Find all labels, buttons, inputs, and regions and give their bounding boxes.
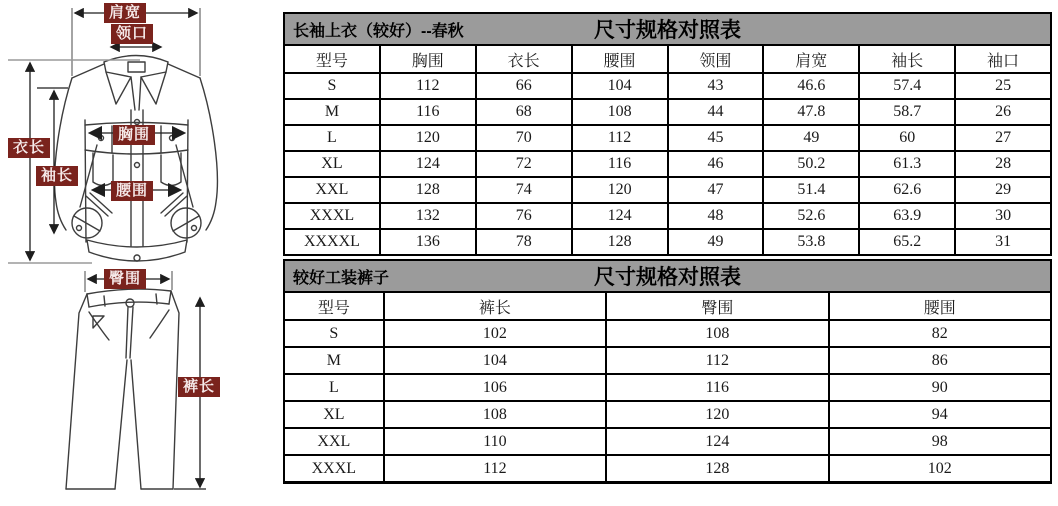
- table-cell: 57.4: [859, 73, 955, 99]
- table-cell: 104: [572, 73, 668, 99]
- table-cell: 112: [380, 73, 476, 99]
- table-cell: 110: [384, 428, 606, 455]
- table-cell: 63.9: [859, 203, 955, 229]
- table-cell: 68: [476, 99, 572, 125]
- table-cell: 25: [955, 73, 1051, 99]
- table-cell: 86: [829, 347, 1051, 374]
- table-cell: 82: [829, 320, 1051, 347]
- table-cell: 60: [859, 125, 955, 151]
- table-row: [284, 320, 1051, 347]
- table-cell: 28: [955, 151, 1051, 177]
- table-cell: 132: [380, 203, 476, 229]
- table-cell: 50.2: [763, 151, 859, 177]
- table-cell: XXXL: [284, 203, 380, 229]
- table-row: [284, 401, 1051, 428]
- garment-length-label: 衣长: [8, 138, 50, 158]
- table-cell: 90: [829, 374, 1051, 401]
- table-cell: M: [284, 99, 380, 125]
- column-header: 衣长: [476, 45, 572, 73]
- table-cell: 74: [476, 177, 572, 203]
- jacket-table-heading: 尺寸规格对照表: [594, 19, 741, 42]
- table-row: [284, 151, 1051, 177]
- table-cell: 112: [572, 125, 668, 151]
- table-cell: 47: [668, 177, 764, 203]
- hip-label: 臀围: [104, 269, 146, 289]
- pants-table-heading: 尺寸规格对照表: [594, 266, 741, 289]
- table-cell: 70: [476, 125, 572, 151]
- table-cell: 65.2: [859, 229, 955, 255]
- column-header: 袖长: [859, 45, 955, 73]
- table-cell: 94: [829, 401, 1051, 428]
- table-cell: 102: [829, 455, 1051, 483]
- table-row: [284, 347, 1051, 374]
- table-cell: 120: [572, 177, 668, 203]
- table-cell: 112: [606, 347, 828, 374]
- column-header: 领围: [668, 45, 764, 73]
- table-cell: 76: [476, 203, 572, 229]
- table-cell: 26: [955, 99, 1051, 125]
- table-cell: 49: [668, 229, 764, 255]
- table-cell: 48: [668, 203, 764, 229]
- column-header: 腰围: [572, 45, 668, 73]
- table-cell: 98: [829, 428, 1051, 455]
- column-header: 型号: [284, 45, 380, 73]
- shoulder-width-label: 肩宽: [104, 3, 146, 23]
- table-cell: 43: [668, 73, 764, 99]
- column-header: 腰围: [829, 292, 1051, 320]
- dimension-lines: [8, 8, 206, 489]
- table-row: [284, 125, 1051, 151]
- table-cell: 47.8: [763, 99, 859, 125]
- table-row: [284, 374, 1051, 401]
- table-cell: M: [284, 347, 384, 374]
- table-cell: 116: [380, 99, 476, 125]
- column-header: 型号: [284, 292, 384, 320]
- jacket-table-header-bar: [283, 12, 1052, 46]
- garment-measurement-diagram: [0, 0, 283, 506]
- table-cell: 31: [955, 229, 1051, 255]
- table-cell: 108: [572, 99, 668, 125]
- table-cell: 128: [572, 229, 668, 255]
- waist-label: 腰围: [111, 181, 153, 201]
- table-cell: 53.8: [763, 229, 859, 255]
- table-header-row: [284, 45, 1051, 73]
- table-cell: 104: [384, 347, 606, 374]
- table-cell: 120: [606, 401, 828, 428]
- table-cell: XXXXL: [284, 229, 380, 255]
- table-cell: 46.6: [763, 73, 859, 99]
- table-cell: 128: [606, 455, 828, 483]
- jacket-drawing: [55, 56, 218, 262]
- column-header: 裤长: [384, 292, 606, 320]
- sleeve-length-label: 袖长: [36, 166, 78, 186]
- jacket-table-title: 长袖上衣（较好）--春秋: [293, 22, 464, 40]
- table-row: [284, 73, 1051, 99]
- table-cell: 124: [572, 203, 668, 229]
- table-cell: XXL: [284, 428, 384, 455]
- table-cell: XL: [284, 151, 380, 177]
- table-cell: 51.4: [763, 177, 859, 203]
- table-cell: 72: [476, 151, 572, 177]
- table-cell: 45: [668, 125, 764, 151]
- table-cell: 124: [380, 151, 476, 177]
- table-cell: XL: [284, 401, 384, 428]
- pants-length-label: 裤长: [178, 377, 220, 397]
- table-cell: 52.6: [763, 203, 859, 229]
- column-header: 肩宽: [763, 45, 859, 73]
- table-row: [284, 428, 1051, 455]
- table-row: [284, 203, 1051, 229]
- table-cell: 102: [384, 320, 606, 347]
- table-cell: 27: [955, 125, 1051, 151]
- table-cell: 62.6: [859, 177, 955, 203]
- table-cell: 108: [606, 320, 828, 347]
- table-cell: 29: [955, 177, 1051, 203]
- table-cell: 108: [384, 401, 606, 428]
- column-header: 胸围: [380, 45, 476, 73]
- table-cell: 46: [668, 151, 764, 177]
- table-row: [284, 455, 1051, 483]
- table-cell: S: [284, 73, 380, 99]
- table-cell: XXXL: [284, 455, 384, 483]
- table-cell: L: [284, 374, 384, 401]
- table-cell: 136: [380, 229, 476, 255]
- table-cell: 30: [955, 203, 1051, 229]
- size-tables: [283, 12, 1052, 484]
- pants-table-title: 较好工装裤子: [293, 269, 390, 287]
- table-cell: 58.7: [859, 99, 955, 125]
- chest-label: 胸围: [113, 125, 155, 145]
- table-cell: S: [284, 320, 384, 347]
- collar-label: 领口: [111, 24, 153, 44]
- pants-drawing: [66, 289, 179, 489]
- table-row: [284, 229, 1051, 255]
- table-cell: XXL: [284, 177, 380, 203]
- column-header: 臀围: [606, 292, 828, 320]
- table-cell: 124: [606, 428, 828, 455]
- table-cell: 106: [384, 374, 606, 401]
- table-cell: 66: [476, 73, 572, 99]
- garment-line-drawing: [0, 0, 283, 506]
- pants-table-header-bar: [283, 259, 1052, 293]
- table-cell: L: [284, 125, 380, 151]
- column-header: 袖口: [955, 45, 1051, 73]
- jacket-size-table: [283, 44, 1052, 256]
- table-cell: 44: [668, 99, 764, 125]
- table-cell: 116: [606, 374, 828, 401]
- table-row: [284, 177, 1051, 203]
- table-row: [284, 99, 1051, 125]
- table-cell: 120: [380, 125, 476, 151]
- table-cell: 78: [476, 229, 572, 255]
- table-cell: 128: [380, 177, 476, 203]
- table-cell: 112: [384, 455, 606, 483]
- table-cell: 49: [763, 125, 859, 151]
- table-header-row: [284, 292, 1051, 320]
- table-cell: 116: [572, 151, 668, 177]
- pants-size-table: [283, 291, 1052, 484]
- table-cell: 61.3: [859, 151, 955, 177]
